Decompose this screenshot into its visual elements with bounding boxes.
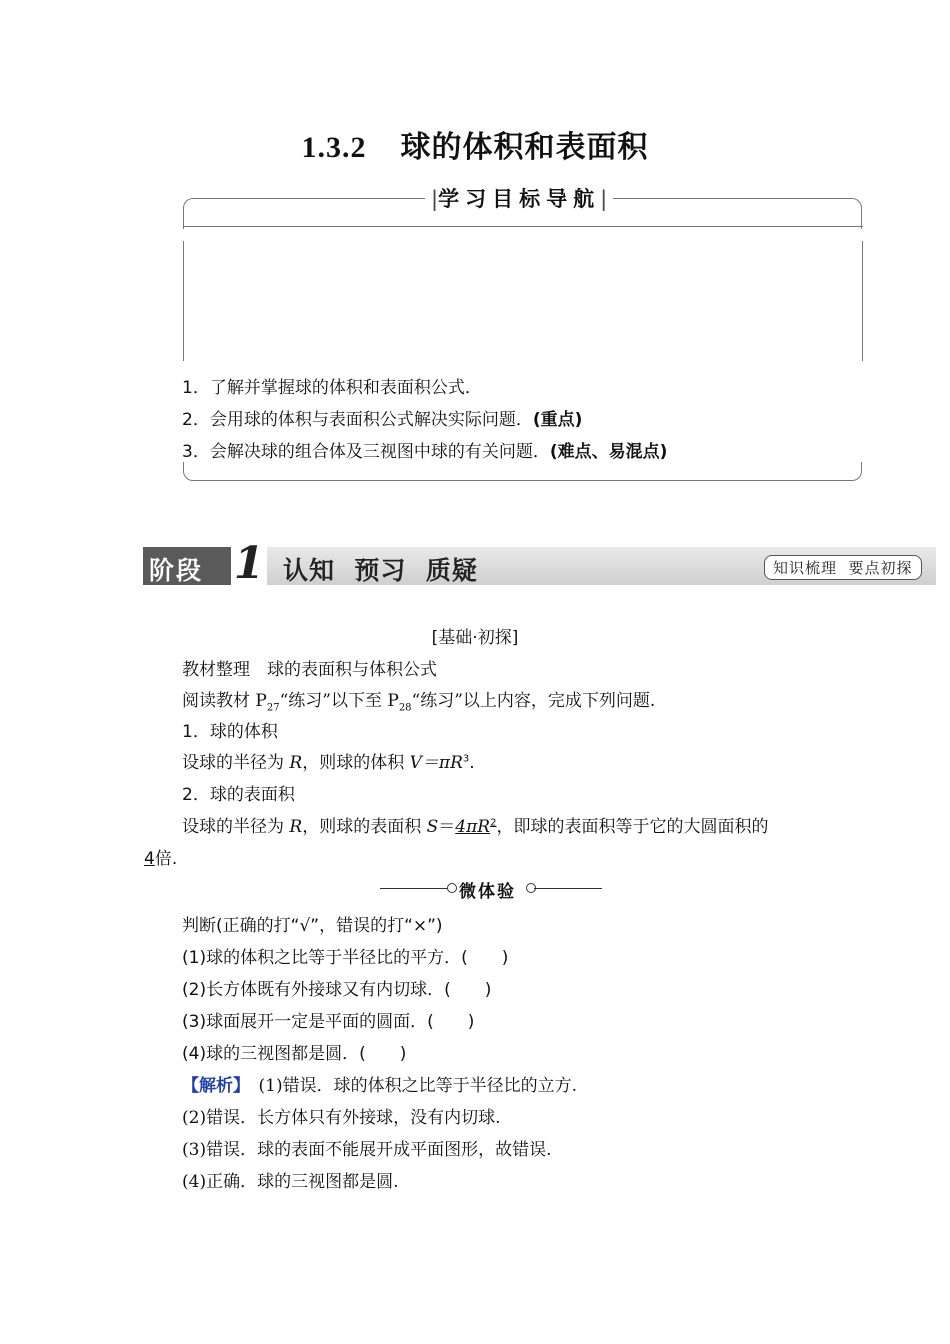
analysis-line: (2)错误．长方体只有外接球，没有内切球. [182,1108,501,1128]
basic-label: [基础·初探] [431,628,519,648]
mini-label: 微体验 [459,882,516,902]
volume-title: 1．球的体积 [182,722,278,742]
goals-frame-right [862,241,863,361]
analysis-line: (3)错误．球的表面不能展开成平面图形，故错误. [182,1140,552,1160]
analysis-line: (4)正确．球的三视图都是圆. [182,1172,399,1192]
goal-item-1: 1．了解并掌握球的体积和表面积公式． [182,378,482,398]
goals-frame-left [183,241,184,361]
goal-tag-difficult-point: (难点、易混点) [549,442,668,462]
analysis-label: 【解析】 [182,1076,242,1096]
area-fill-blank: 4πR [455,817,491,837]
goals-divider [183,226,863,227]
goals-frame-bottom [183,462,862,481]
banner-tag: 知识梳理 要点初探 [764,555,922,580]
section-number: 1.3.2 [301,131,367,164]
volume-formula: 设球的半径为 R，则球的体积 $V=\pi R^3$. [182,753,475,773]
goals-label: | 学习目标导航 | [425,183,613,213]
goal-tag-key-point: (重点) [532,410,583,430]
stage-banner [143,538,936,589]
banner-title: 认知 预习 质疑 [283,556,478,585]
reading-instruction: 阅读教材 $P_{27}“$练习”以下至 $P_{28}“$练习”以上内容，完成下列问题. [182,691,656,714]
judge-item: (1)球的体积之比等于半径比的平方．( ) [182,948,509,968]
times-fill-blank: 4 [144,849,155,869]
material-heading: 教材整理 球的表面积与体积公式 [182,660,437,680]
judge-item: (4)球的三视图都是圆．( ) [182,1044,407,1064]
judge-prompt: 判断(正确的打“√”，错误的打“×”) [182,916,443,936]
area-formula: 设球的半径为 R，则球的表面积 $S=4\pi R^2$，即球的表面积等于它的大圆面积的 [182,817,769,837]
area-title: 2．球的表面积 [182,785,295,805]
mini-divider-left [380,888,448,889]
judge-item: (3)球面展开一定是平面的圆面．( ) [182,1012,475,1032]
judge-item: (2)长方体既有外接球又有内切球．( ) [182,980,492,1000]
banner-stage-number: 1 [231,539,267,589]
mini-divider-right [534,888,602,889]
goal-item-3: 3．会解决球的组合体及三视图中球的有关问题．(难点、易混点) [182,442,668,462]
mini-divider-dot-left [447,883,457,893]
analysis-line: 【解析】 (1)错误．球的体积之比等于半径比的立方. [182,1076,577,1096]
area-formula-continued: 4倍. [144,849,178,869]
section-title-text: 球的体积和表面积 [400,130,649,165]
page-title [0,122,950,166]
goal-item-2: 2．会用球的体积与表面积公式解决实际问题．(重点) [182,410,583,430]
banner-stage-label: 阶段 [149,556,204,585]
